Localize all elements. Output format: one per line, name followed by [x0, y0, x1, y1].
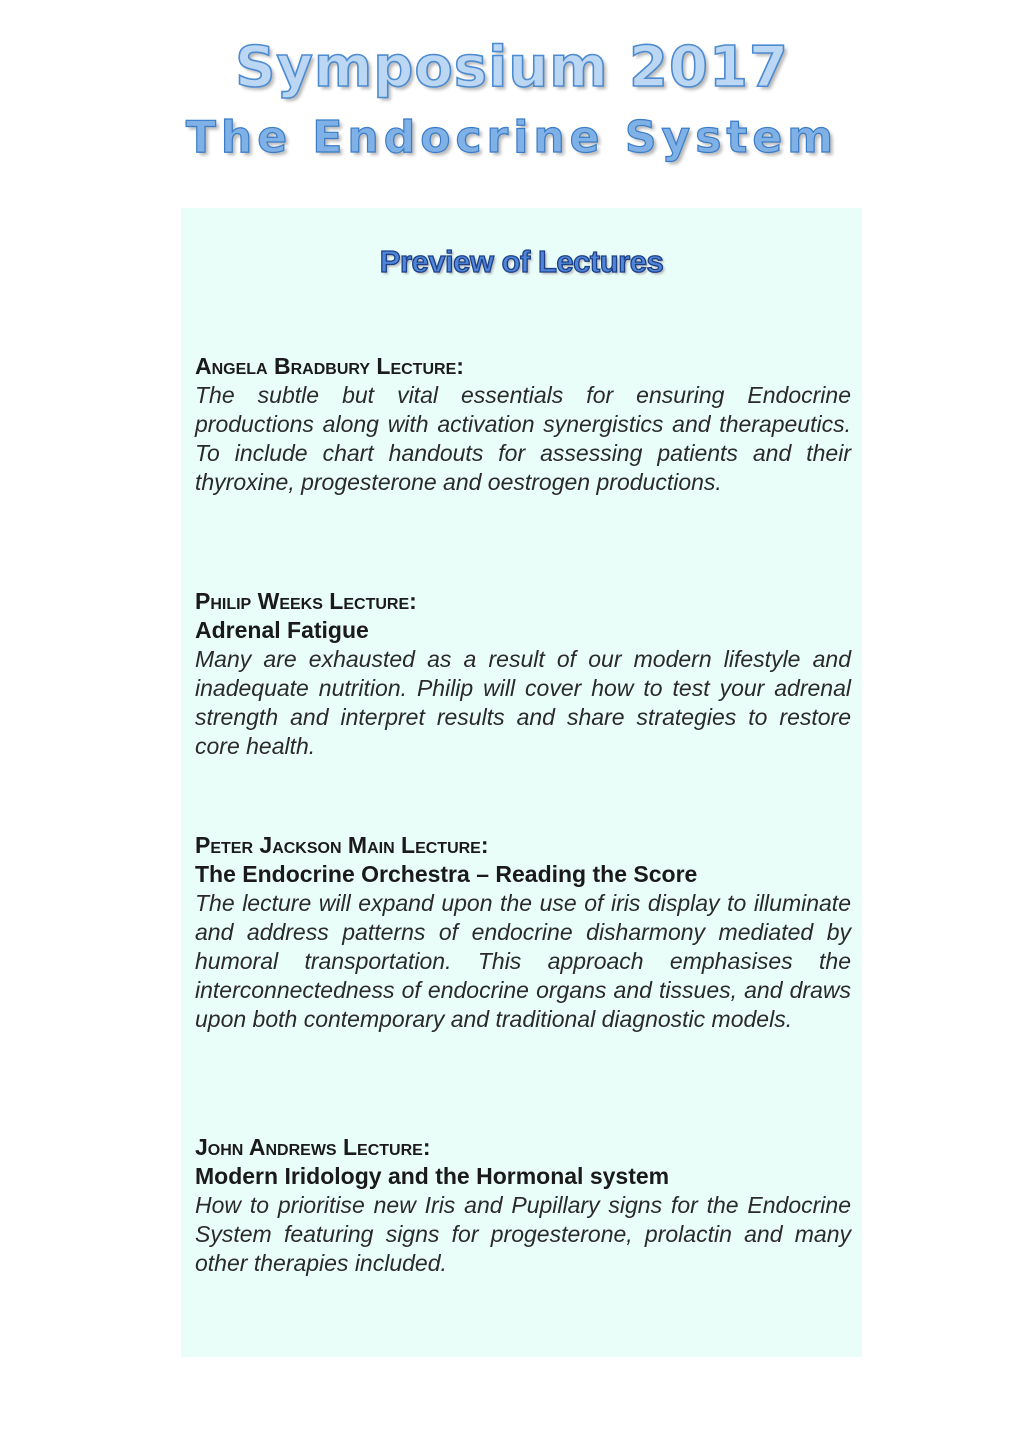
lecture-subtitle: Modern Iridology and the Hormonal system [195, 1163, 670, 1189]
lecture-description: The lecture will expand upon the use of iris display to illuminate and address patterns of endocrine disharmony mediated by humoral transportation. This approach emphasises the interconnectedness of endocrine organs and tissues, and draws upon both contemporary and traditional diagnostic models. [195, 890, 851, 1032]
lecture-heading: Philip Weeks Lecture: [195, 588, 417, 614]
lecture-john-andrews [195, 1132, 851, 1278]
lecture-description: The subtle but vital essentials for ensuring Endocrine productions along with activation synergistics and therapeutics. To include chart handouts for assessing patients and their thyroxine, progesterone and oestrogen productions. [195, 382, 851, 495]
lecture-heading: John Andrews Lecture: [195, 1134, 431, 1160]
lecture-philip-weeks [195, 586, 851, 761]
lecture-peter-jackson [195, 830, 851, 1034]
lecture-description: Many are exhausted as a result of our modern lifestyle and inadequate nutrition. Philip will cover how to test your adrenal strength and interpret results and share strategies to restore core health. [195, 646, 851, 759]
symposium-title: Symposium 2017 [235, 35, 789, 100]
preview-heading: Preview of Lectures [379, 244, 664, 279]
lectures-panel [181, 208, 862, 1357]
lecture-angela-bradbury [195, 351, 851, 497]
lecture-heading: Peter Jackson Main Lecture: [195, 832, 489, 858]
lecture-subtitle: The Endocrine Orchestra – Reading the Score [195, 861, 698, 887]
lecture-heading: Angela Bradbury Lecture: [195, 353, 464, 379]
page-header [0, 30, 1024, 170]
symposium-subtitle: The Endocrine System [185, 112, 839, 163]
lecture-description: How to prioritise new Iris and Pupillary signs for the Endocrine System featuring signs for progesterone, prolactin and many other therapies included. [195, 1192, 851, 1276]
lecture-subtitle: Adrenal Fatigue [195, 617, 369, 643]
